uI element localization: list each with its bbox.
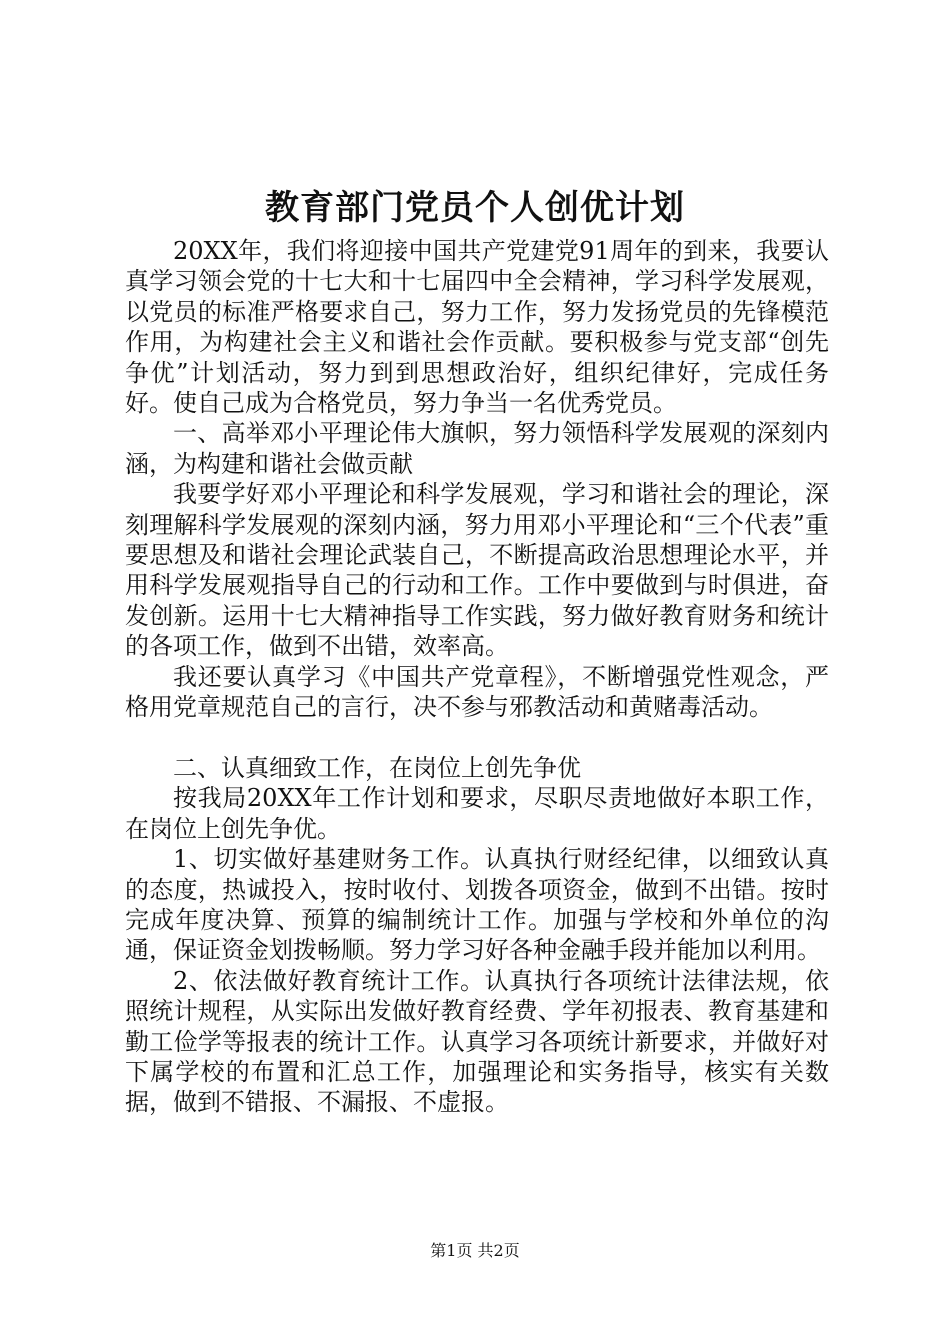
section-heading-2: 二、认真细致工作，在岗位上创先争优 (173, 753, 581, 782)
document-body (125, 236, 829, 1118)
section-heading-1: 一、高举邓小平理论伟大旗帜，努力领悟科学发展观的深刻内涵，为构建和谐社会做贡献 (125, 419, 829, 478)
document-title: 教育部门党员个人创优计划 (265, 188, 685, 228)
paragraph-work-plan: 按我局20XX年工作计划和要求，尽职尽责地做好本职工作，在岗位上创先争优。 (125, 784, 829, 843)
page-number-footer: 第1页 共2页 (430, 1241, 520, 1260)
paragraph-party-constitution: 我还要认真学习《中国共产党章程》，不断增强党性观念，严格用党章规范自己的言行，决不参与邪教活动和黄赌毒活动。 (125, 662, 829, 722)
paragraph-theory-study: 我要学好邓小平理论和科学发展观，学习和谐社会的理论，深刻理解科学发展观的深刻内涵，努力用邓小平理论和“三个代表”重要思想及和谐社会理论武装自己，不断提高政治思想理论水平，并用科学发展观指导自己的行动和工作。工作中要做到与时俱进，奋发创新。运用十七大精神指导工作实践，努力做好教育财务和统计的各项工作，做到不出错，效率高。 (125, 480, 829, 661)
paragraph-intro: 20XX年，我们将迎接中国共产党建党91周年的到来，我要认真学习领会党的十七大和十七届四中全会精神，学习科学发展观，以党员的标准严格要求自己，努力工作，努力发扬党员的先锋模范作用，为构建社会主义和谐社会作贡献。要积极参与党支部“创先争优”计划活动，努力到到思想政治好，组织纪律好，完成任务好。使自己成为合格党员，努力争当一名优秀党员。 (125, 237, 829, 418)
paragraph-item-1: 1、切实做好基建财务工作。认真执行财经纪律，以细致认真的态度，热诚投入，按时收付、划拨各项资金，做到不出错。按时完成年度决算、预算的编制统计工作。加强与学校和外单位的沟通，保证资金划拨畅顺。努力学习好各种金融手段并能加以利用。 (125, 845, 829, 965)
paragraph-item-2: 2、依法做好教育统计工作。认真执行各项统计法律法规，依照统计规程，从实际出发做好教育经费、学年初报表、教育基建和勤工俭学等报表的统计工作。认真学习各项统计新要求，并做好对下属学校的布置和汇总工作，加强理论和实务指导，核实有关数据，做到不错报、不漏报、不虚报。 (125, 966, 829, 1117)
